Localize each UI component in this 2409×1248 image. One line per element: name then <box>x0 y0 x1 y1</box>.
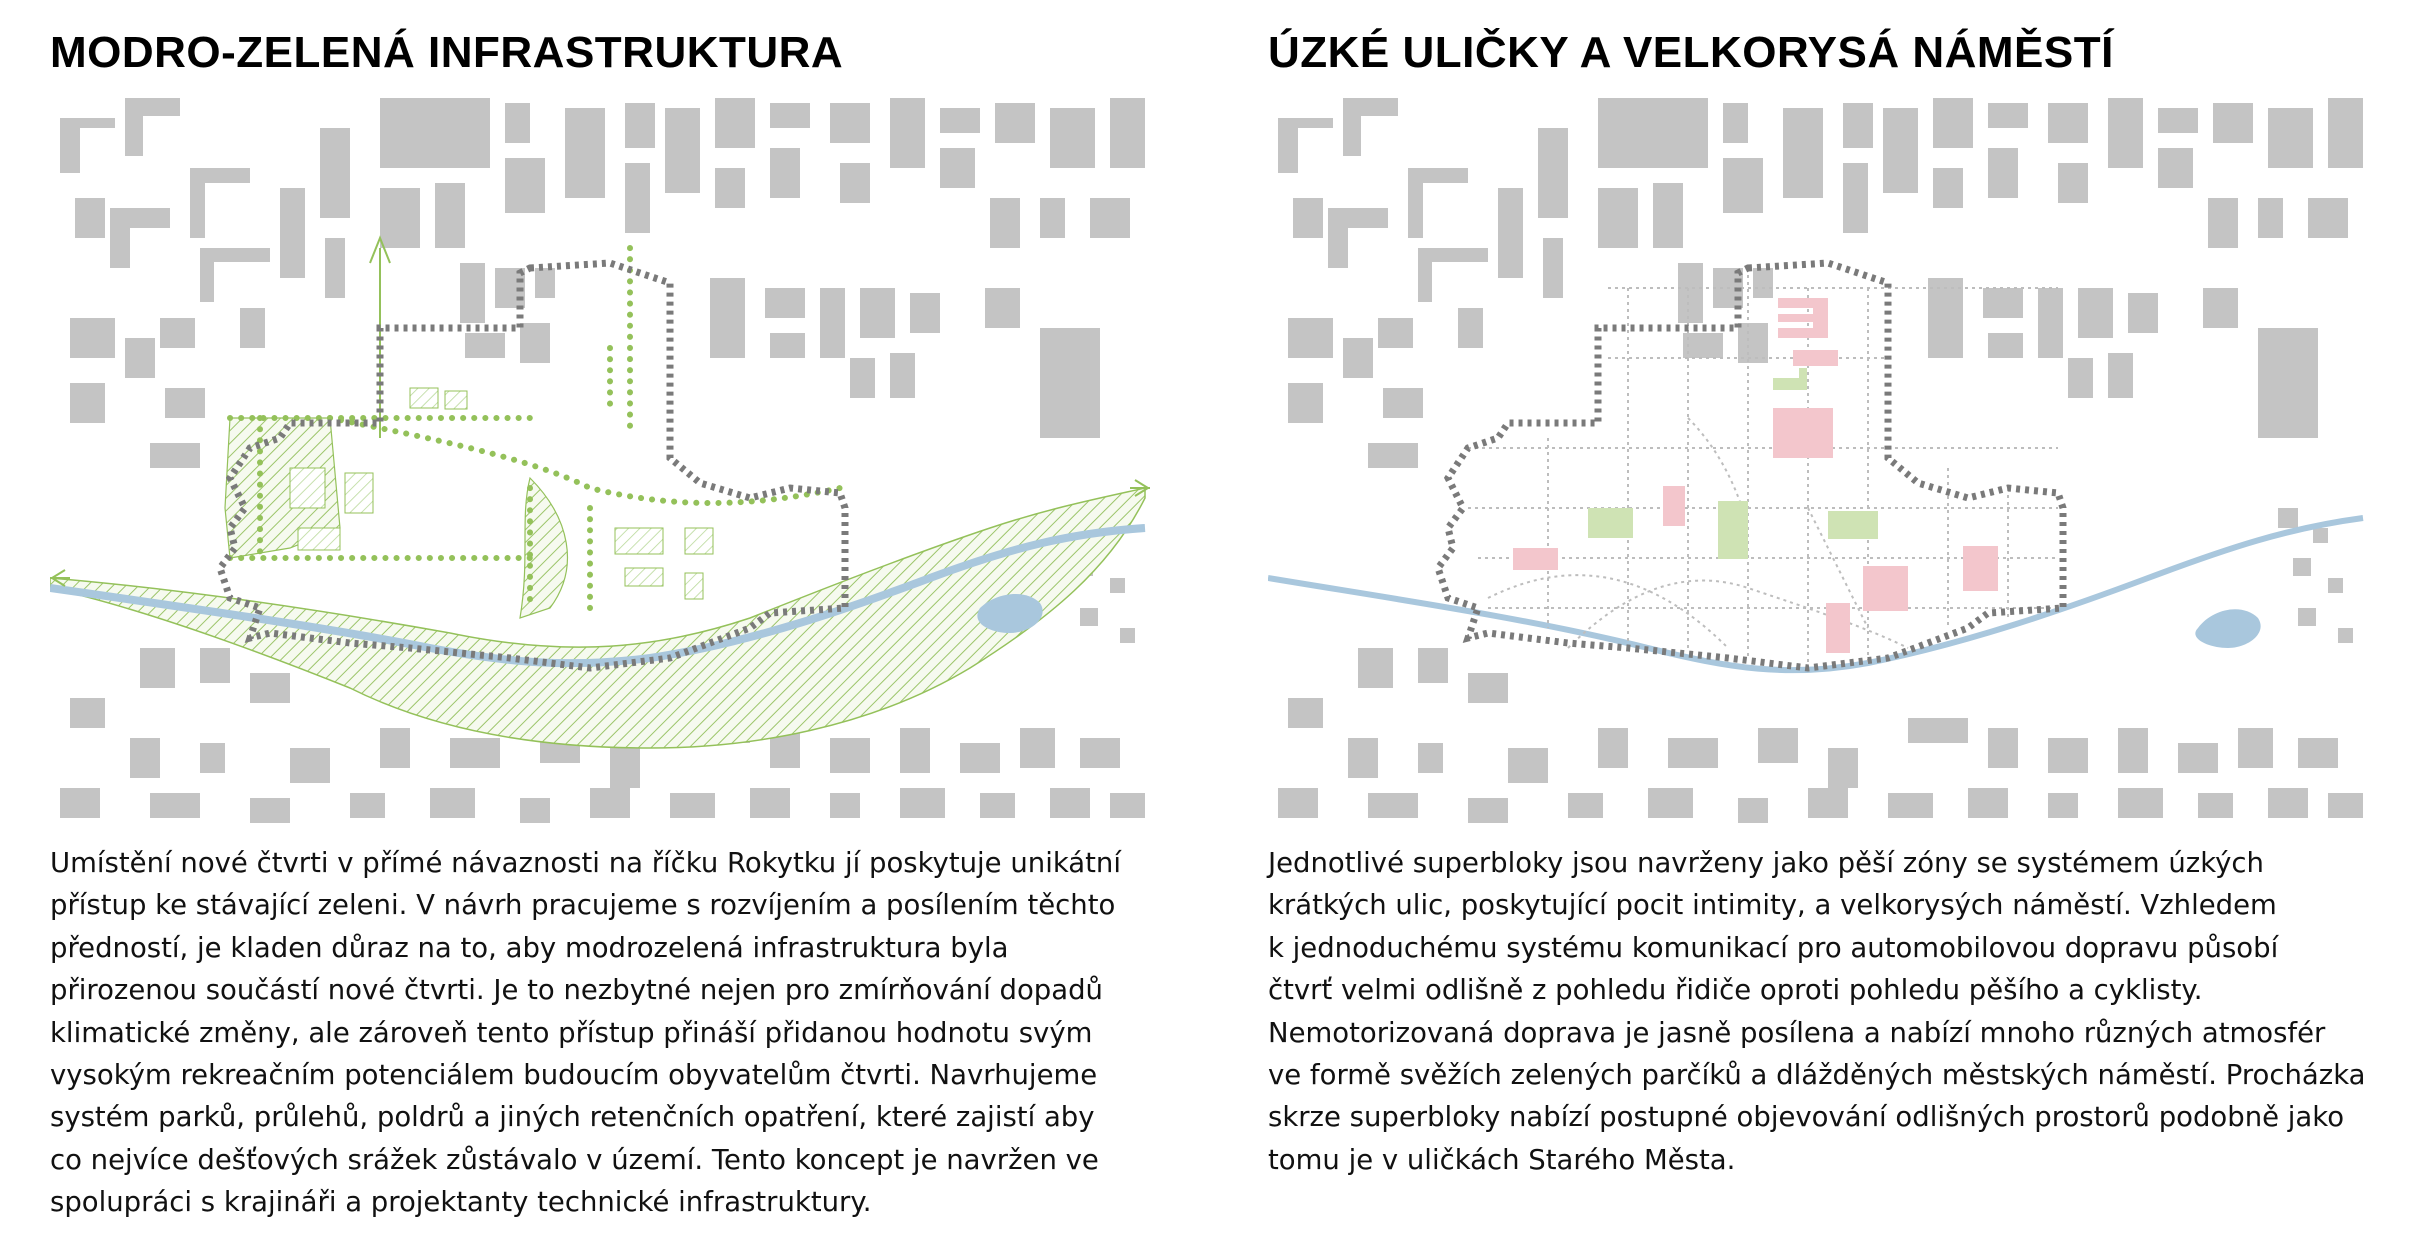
description-line: Jednotlivé superbloky jsou navrženy jako pěší zóny se systémem úzkých <box>1268 847 2264 879</box>
panel-title: MODRO-ZELENÁ INFRASTRUKTURA <box>50 28 844 77</box>
description-line: čtvrť velmi odlišně z pohledu řidiče oproti pohledu pěšího a cyklisty. <box>1268 974 2203 1007</box>
description-line: co nejvíce dešťových srážek zůstávalo v území. Tento koncept je navržen ve <box>50 1143 1099 1176</box>
blue-green-infrastructure-panel <box>50 0 1160 1248</box>
panel-description <box>1268 842 2378 1181</box>
description-line: přístup ke stávající zeleni. V návrh pracujeme s rozvíjením a posílením těchto <box>50 889 1116 922</box>
description-line: Nemotorizovaná doprava je jasně posílena a nabízí mnoho různých atmosfér <box>1268 1016 2326 1049</box>
narrow-streets-map <box>1268 88 2368 828</box>
narrow-streets-panel <box>1268 0 2378 1248</box>
panel-description <box>50 842 1160 1224</box>
description-line: přirozenou součástí nové čtvrti. Je to nezbytné nejen pro zmírňování dopadů <box>50 974 1103 1007</box>
existing-buildings <box>1278 98 2363 823</box>
description-line: systém parků, průlehů, poldrů a jiných retenčních opatření, které zajistí aby <box>50 1101 1095 1134</box>
description-line: předností, je kladen důraz na to, aby modrozelená infrastruktura byla <box>50 931 1009 964</box>
description-line: tomu je v uličkách Starého Města. <box>1268 1143 1736 1176</box>
description-line: skrze superbloky nabízí postupné objevování odlišných prostorů podobně jako <box>1268 1101 2345 1134</box>
description-line: spolupráci s krajináři a projektanty technické infrastruktury. <box>50 1186 872 1219</box>
description-line: ve formě svěžích zelených parčíků a dlážděných městských náměstí. Procházka <box>1268 1059 2366 1092</box>
description-line: k jednoduchému systému komunikací pro automobilovou dopravu působí <box>1268 931 2279 964</box>
blue-green-infrastructure-map <box>50 88 1150 828</box>
description-line: krátkých ulic, poskytující pocit intimity, a velkorysých náměstí. Vzhledem <box>1268 889 2277 922</box>
description-line: Umístění nové čtvrti v přímé návaznosti na říčku Rokytku jí poskytuje unikátní <box>50 847 1121 879</box>
description-line: klimatické změny, ale zároveň tento přístup přináší přidanou hodnotu svým <box>50 1016 1093 1049</box>
description-line: vysokým rekreačním potenciálem budoucím obyvatelům čtvrti. Navrhujeme <box>50 1059 1098 1092</box>
river <box>1268 518 2363 670</box>
panel-title: ÚZKÉ ULIČKY A VELKORYSÁ NÁMĚSTÍ <box>1268 28 2114 77</box>
pond <box>2195 609 2260 648</box>
